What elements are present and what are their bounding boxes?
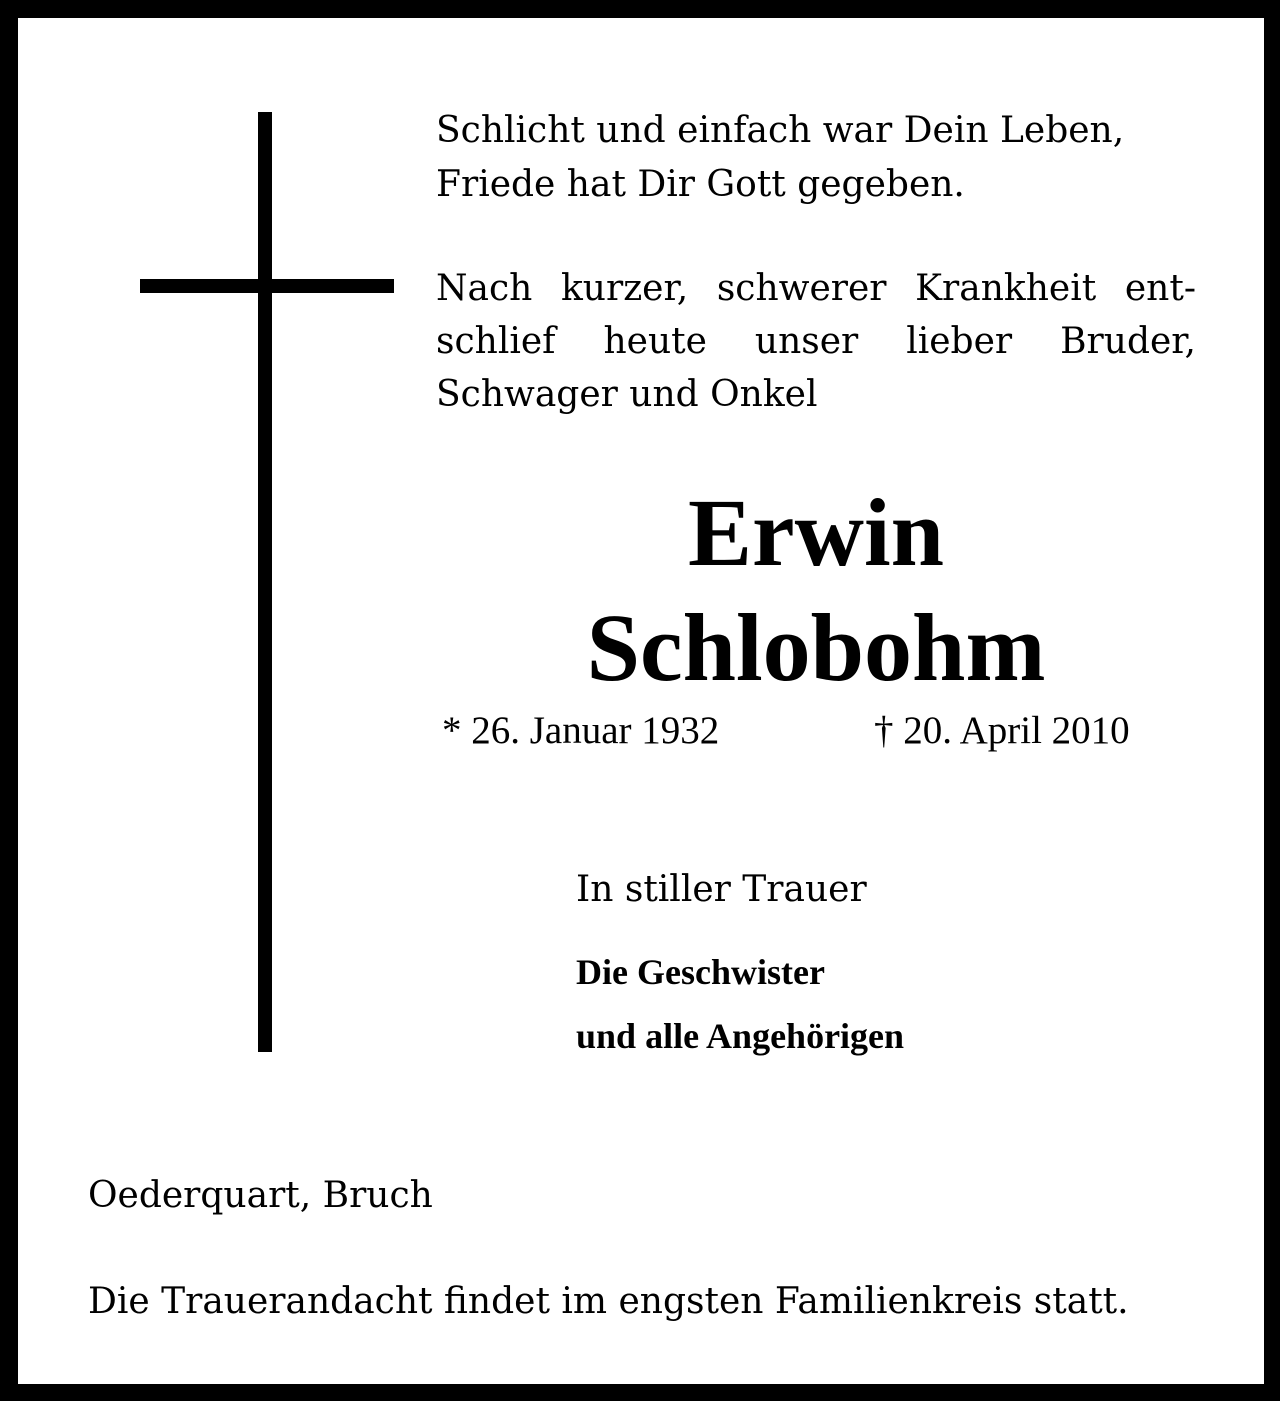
birth-date: * 26. Januar 1932: [442, 709, 720, 752]
place: Oederquart, Bruch: [88, 1175, 433, 1216]
cross-horizontal-bar: [140, 279, 394, 293]
verse-line: Schlicht und einfach war Dein Leben,: [436, 110, 1125, 151]
deceased-first-name: Erwin: [687, 479, 945, 586]
cross-vertical-bar: [258, 112, 272, 1052]
announcement-line: Nach kurzer, schwerer Krankheit ent-: [436, 268, 1196, 309]
mourners-line: und alle Angehörigen: [576, 1016, 905, 1056]
announcement-line: Schwager und Onkel: [436, 374, 818, 415]
verse: [436, 104, 1196, 212]
verse-line: Friede hat Dir Gott gegeben.: [436, 164, 965, 205]
death-date: † 20. April 2010: [874, 709, 1130, 752]
announcement-line: schlief heute unser lieber Bruder,: [436, 321, 1196, 362]
deceased-last-name: Schlobohm: [586, 594, 1046, 701]
obituary-notice: [18, 18, 1264, 1384]
announcement: [436, 262, 1196, 421]
service-note: Die Trauerandacht findet im engsten Familienkreis statt.: [88, 1281, 1129, 1322]
mourning-line: In stiller Trauer: [576, 869, 867, 910]
mourners-line: Die Geschwister: [576, 952, 825, 992]
